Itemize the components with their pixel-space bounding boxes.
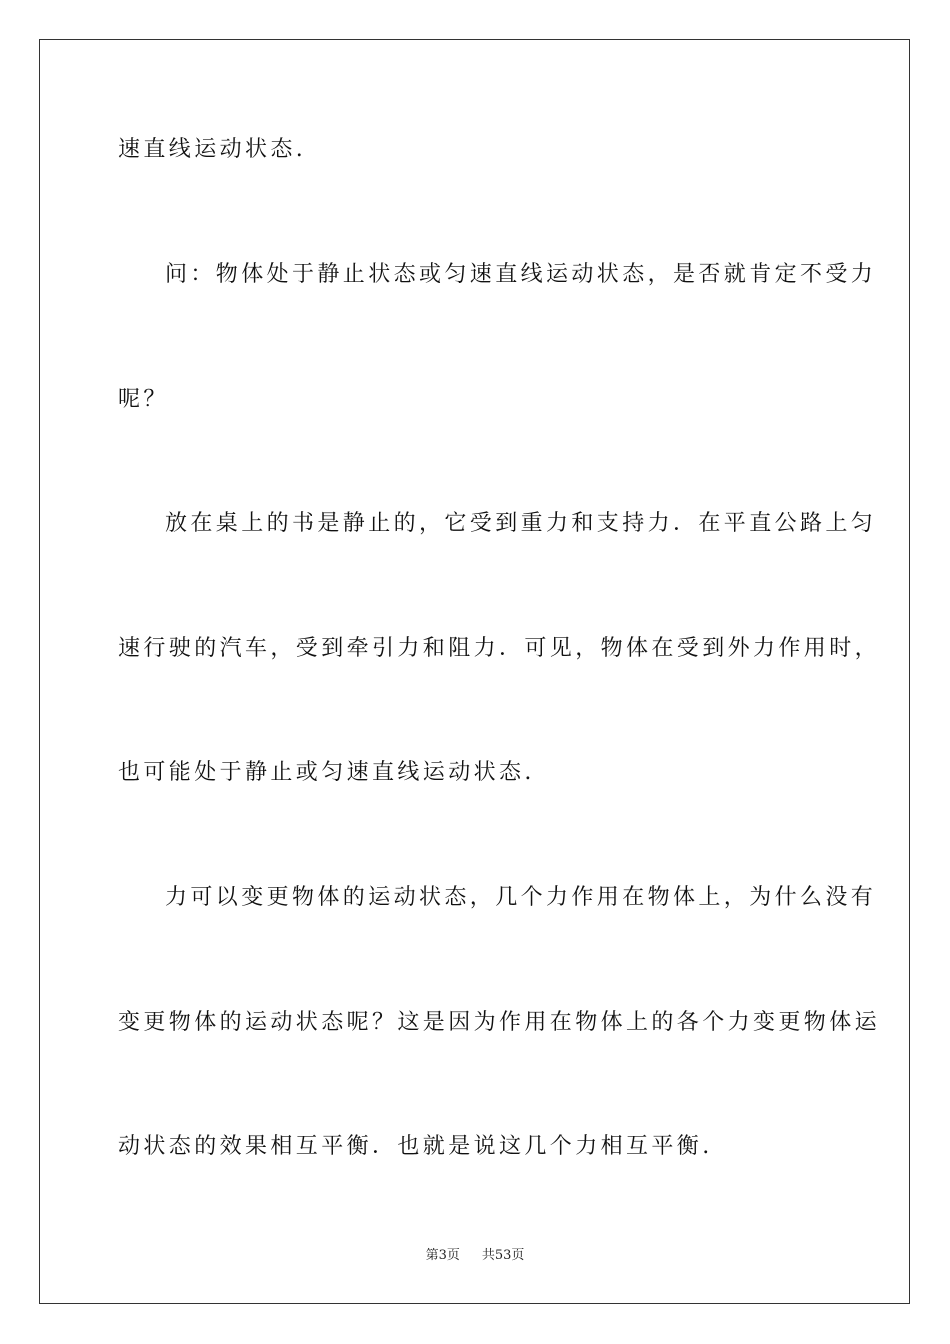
paragraph-line: 速直线运动状态.: [118, 137, 307, 162]
paragraph-line: 速行驶的汽车，受到牵引力和阻力．可见，物体在受到外力作用时，: [118, 636, 881, 661]
page-border: [39, 39, 910, 1304]
page-footer: [0, 1248, 950, 1264]
page-number: 第3页: [425, 1248, 460, 1263]
paragraph-line: 放在桌上的书是静止的，它受到重力和支持力．在平直公路上匀: [165, 511, 877, 536]
paragraph-line: 问：物体处于静止状态或匀速直线运动状态，是否就肯定不受力: [165, 262, 877, 287]
paragraph-line: 也可能处于静止或匀速直线运动状态.: [118, 760, 535, 785]
paragraph-line: 动状态的效果相互平衡．也就是说这几个力相互平衡.: [118, 1134, 713, 1159]
paragraph-line: 变更物体的运动状态呢？这是因为作用在物体上的各个力变更物体运: [118, 1010, 881, 1035]
paragraph-line: 力可以变更物体的运动状态，几个力作用在物体上，为什么没有: [165, 885, 877, 910]
page-total: 共53页: [481, 1248, 525, 1263]
paragraph-line: 呢？: [118, 387, 169, 412]
